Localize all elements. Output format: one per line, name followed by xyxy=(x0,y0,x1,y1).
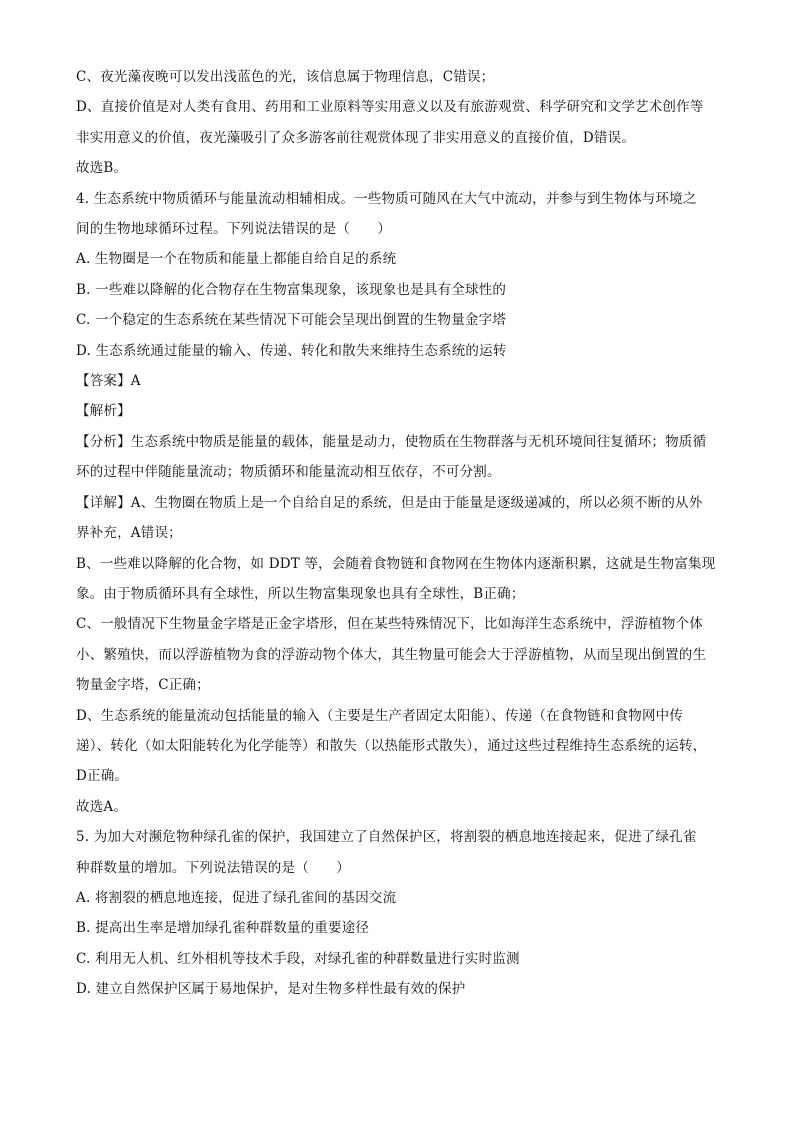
question-5-stem: 5. 为加大对濒危物种绿孔雀的保护，我国建立了自然保护区，将割裂的栖息地连接起来，促进了绿孔雀 xyxy=(76,829,697,846)
text-line: 非实用意义的价值，夜光藻吸引了众多游客前往观赏体现了非实用意义的直接价值，D错误。 xyxy=(76,129,636,146)
question-4-stem: 4. 生态系统中物质循环与能量流动相辅相成。一些物质可随风在大气中流动，并参与到生物体与环境之 xyxy=(76,190,697,207)
text-line: D正确。 xyxy=(76,768,129,785)
text-line: C、夜光藻夜晚可以发出浅蓝色的光，该信息属于物理信息，C错误； xyxy=(76,69,495,85)
text-line: 环的过程中伴随能量流动；物质循环和能量流动相互依存，不可分割。 xyxy=(76,464,501,481)
question-4-stem: 间的生物地球循环过程。下列说法错误的是（ ） xyxy=(76,221,392,238)
text-line: 象。由于物质循环具有全球性，所以生物富集现象也具有全球性，B正确； xyxy=(76,585,525,602)
text-line: 故选A。 xyxy=(76,798,128,815)
text-line: B、一些难以降解的化合物，如 DDT 等，会随着食物链和食物网在生物体内逐渐积累，这就是生物富集现 xyxy=(76,555,716,572)
question-5-option-b: B. 提高出生率是增加绿孔雀种群数量的重要途径 xyxy=(76,920,370,937)
question-4-option-a: A. 生物圈是一个在物质和能量上都能自给自足的系统 xyxy=(76,251,397,268)
text-line: 故选B。 xyxy=(76,160,128,177)
answer-label: 【答案】A xyxy=(76,373,141,390)
question-4-option-c: C. 一个稳定的生态系统在某些情况下可能会呈现出倒置的生物量金字塔 xyxy=(76,312,507,329)
document-body xyxy=(76,62,736,1005)
question-5-option-d: D. 建立自然保护区属于易地保护，是对生物多样性最有效的保护 xyxy=(76,981,466,998)
text-line: 【分析】生态系统中物质是能量的载体，能量是动力，使物质在生物群落与无机环境间往复循环；物质循 xyxy=(76,433,707,450)
analysis-label: 【解析】 xyxy=(76,403,131,420)
text-line: 递）、转化（如太阳能转化为化学能等）和散失（以热能形式散失），通过这些过程维持生态系统的运转， xyxy=(76,737,707,754)
question-4-option-b: B. 一些难以降解的化合物存在生物富集现象，该现象也是具有全球性的 xyxy=(76,281,507,298)
question-4-option-d: D. 生态系统通过能量的输入、传递、转化和散失来维持生态系统的运转 xyxy=(76,342,507,359)
text-line: D、直接价值是对人类有食用、药用和工业原料等实用意义以及有旅游观赏、科学研究和文学艺术创作等 xyxy=(76,99,704,116)
text-line: 界补充，A错误； xyxy=(76,525,182,542)
question-5-option-a: A. 将割裂的栖息地连接，促进了绿孔雀间的基因交流 xyxy=(76,889,397,906)
question-5-stem: 种群数量的增加。下列说法错误的是（ ） xyxy=(76,859,350,876)
text-line: C、一般情况下生物量金字塔是正金字塔形，但在某些特殊情况下，比如海洋生态系统中，浮游植物个体 xyxy=(76,616,704,633)
text-line: 小、繁殖快，而以浮游植物为食的浮游动物个体大，其生物量可能会大于浮游植物，从而呈现出倒置的生 xyxy=(76,646,707,663)
text-line: 【详解】A、生物圈在物质上是一个自给自足的系统，但是由于能量是逐级递减的，所以必须不断的从外 xyxy=(76,494,703,511)
question-5-option-c: C. 利用无人机、红外相机等技术手段，对绿孔雀的种群数量进行实时监测 xyxy=(76,950,520,967)
text-line: 物量金字塔，C正确； xyxy=(76,677,210,694)
text-line: D、生态系统的能量流动包括能量的输入（主要是生产者固定太阳能）、传递（在食物链和食物网中传 xyxy=(76,707,684,724)
